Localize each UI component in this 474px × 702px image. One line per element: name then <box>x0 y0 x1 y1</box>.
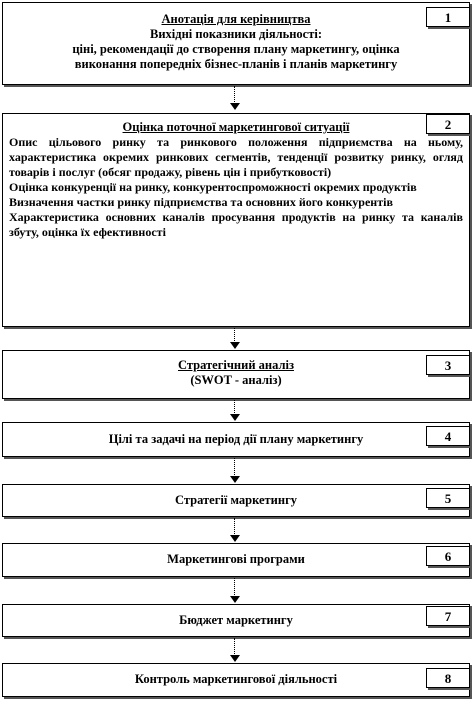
connector-arrow <box>230 86 240 110</box>
step-4-box <box>2 422 470 457</box>
step-8-title: Контроль маркетингової діяльності <box>134 672 338 686</box>
step-2-paragraph-2: Оцінка конкуренції на ринку, конкурентоспроможності окремих продуктів <box>9 180 417 194</box>
step-2-number: 2 <box>426 114 470 134</box>
step-5-number: 5 <box>426 488 470 508</box>
step-3-title: Стратегічний аналіз <box>178 358 294 372</box>
step-8-number: 8 <box>426 668 470 688</box>
step-1-title: Анотація для керівництва <box>161 12 311 26</box>
connector-arrow <box>230 518 240 542</box>
step-6-box <box>2 543 470 577</box>
step-7-title: Бюджет маркетингу <box>179 613 293 627</box>
connector-arrow <box>230 578 240 603</box>
step-8-box <box>2 663 470 697</box>
step-6-title: Маркетингові програми <box>167 552 305 566</box>
step-5-box <box>2 484 470 517</box>
step-3-number: 3 <box>426 355 470 375</box>
step-1-line-3: виконання попередніх бізнес-планів і планів маркетингу <box>74 57 398 71</box>
step-1-number: 1 <box>426 7 470 27</box>
step-3-subtitle: (SWOT - аналіз) <box>190 373 282 387</box>
step-4-number: 4 <box>426 426 470 446</box>
step-5-title: Стратегії маркетингу <box>174 493 297 507</box>
step-1-box <box>2 2 470 85</box>
step-1-line-2: ціні, рекомендації до створення плану маркетингу, оцінка <box>72 42 400 56</box>
step-2-box <box>2 113 470 327</box>
step-4-title: Цілі та задачі на період дії плану маркетингу <box>108 432 364 446</box>
step-3-box <box>2 350 470 399</box>
step-7-box <box>2 604 470 637</box>
step-2-paragraph-3: Визначення частки ринку підприємства та основних його конкурентів <box>9 195 393 209</box>
connector-arrow <box>230 458 240 483</box>
connector-arrow <box>230 400 240 421</box>
connector-arrow <box>230 328 240 349</box>
connector-arrow <box>230 638 240 662</box>
step-2-title: Оцінка поточної маркетингової ситуації <box>122 120 350 134</box>
step-7-number: 7 <box>426 606 470 626</box>
step-2-paragraph-4: Характеристика основних каналів просування продуктів на ринку та каналів збуту, оцінка їх ефективності <box>9 210 463 239</box>
step-1-line-1: Вихідні показники діяльності: <box>149 27 322 41</box>
step-6-number: 6 <box>426 546 470 566</box>
step-2-paragraph-1: Опис цільового ринку та ринкового положення підприємства на ньому, характеристика окремих ринкових сегментів, тенденції розвитку ринку, огляд товарів і послуг (обсяг продажу, рівень цін і прибутковості) <box>9 135 463 179</box>
